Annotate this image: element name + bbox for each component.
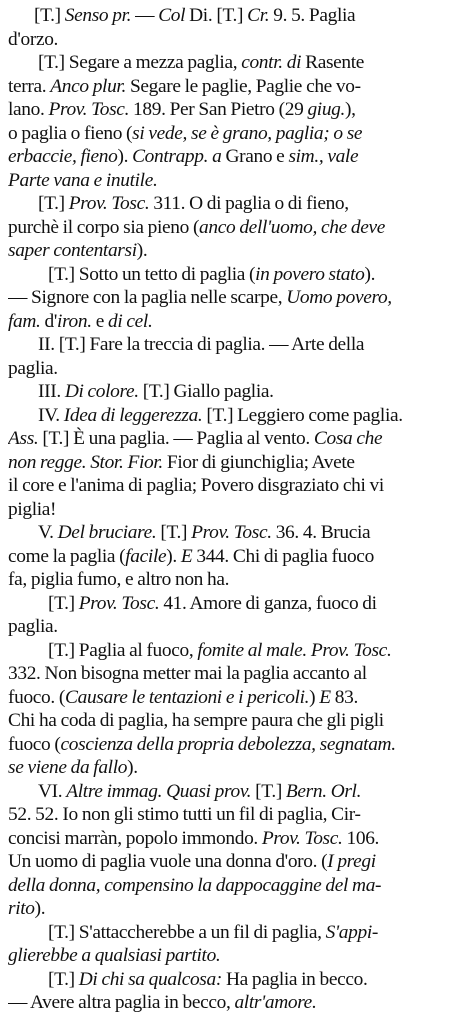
text-segment: Cr. bbox=[247, 5, 270, 26]
text-segment: Del bruciare. bbox=[57, 522, 157, 543]
text-segment: ) bbox=[309, 686, 320, 708]
text-segment: 189. Per San Pietro (29 bbox=[129, 99, 308, 120]
text-segment: E bbox=[319, 686, 331, 708]
text-line-l26 bbox=[8, 592, 462, 616]
text-segment: in povero stato bbox=[255, 263, 365, 285]
text-segment: Di chi sa qualcosa: bbox=[78, 968, 222, 990]
text-line-l16 bbox=[8, 357, 462, 381]
text-segment: rito bbox=[8, 898, 35, 919]
text-segment: — Avere altra paglia in becco, bbox=[8, 992, 235, 1013]
text-segment: Senso pr. bbox=[64, 5, 132, 26]
text-segment: Uomo povero, bbox=[286, 287, 392, 308]
text-segment: Parte vana e inutile. bbox=[8, 169, 158, 191]
text-segment: d' bbox=[40, 310, 58, 332]
text-line-l02 bbox=[8, 28, 462, 52]
text-segment: contr. di bbox=[241, 52, 302, 73]
text-segment: ). bbox=[117, 146, 133, 167]
text-segment: 106. bbox=[342, 827, 380, 849]
text-segment: 83. bbox=[330, 686, 358, 708]
text-segment: Anco plur. bbox=[50, 75, 126, 97]
text-segment: S'appi- bbox=[325, 921, 378, 943]
text-segment: [T.] Segare a mezza paglia, bbox=[38, 52, 242, 73]
text-segment: terra. bbox=[8, 75, 51, 97]
text-segment: Causare le tentazioni e i pericoli. bbox=[65, 686, 310, 708]
text-segment: [T.] È una paglia. — Paglia al vento. bbox=[38, 428, 314, 449]
text-segment: non regge. Stor. Fior. bbox=[8, 451, 163, 473]
text-segment: Bern. Orl. bbox=[285, 780, 362, 802]
text-segment: V. bbox=[38, 522, 58, 543]
text-segment: Ha paglia in becco. bbox=[221, 968, 368, 990]
text-segment: Prov. Tosc. bbox=[78, 592, 160, 614]
text-segment: 36. 4. Brucia bbox=[271, 522, 371, 543]
text-segment: Col bbox=[158, 5, 186, 26]
text-line-l29 bbox=[8, 662, 462, 686]
text-segment: paglia. bbox=[8, 616, 58, 637]
text-line-l33 bbox=[8, 756, 462, 780]
text-line-l39 bbox=[8, 897, 462, 921]
text-segment: lano. bbox=[8, 99, 49, 120]
text-segment: ). bbox=[127, 757, 138, 778]
text-segment: piglia! bbox=[8, 498, 57, 520]
text-segment: giug. bbox=[307, 99, 346, 120]
text-segment: di cel. bbox=[108, 310, 153, 332]
text-segment: paglia. bbox=[8, 357, 58, 379]
text-line-l35 bbox=[8, 803, 462, 827]
text-segment: ). bbox=[364, 263, 376, 285]
text-line-l28 bbox=[8, 639, 462, 663]
text-line-l12 bbox=[8, 263, 462, 287]
text-line-l41 bbox=[8, 944, 462, 968]
text-segment: glierebbe a qualsiasi partito. bbox=[8, 945, 221, 966]
text-segment: I pregi bbox=[327, 851, 376, 872]
text-segment: 52. 52. Io non gli stimo tutti un fil di paglia, Cir- bbox=[8, 804, 361, 825]
text-line-l10 bbox=[8, 216, 462, 240]
text-line-l37 bbox=[8, 850, 462, 874]
text-segment: [T.] Giallo paglia. bbox=[138, 381, 274, 402]
text-segment: ). bbox=[166, 545, 181, 567]
text-segment: Un uomo di paglia vuole una donna d'oro. ( bbox=[8, 851, 328, 872]
text-line-l23 bbox=[8, 521, 462, 545]
text-segment: 9. 5. Paglia bbox=[269, 5, 356, 26]
text-line-l15 bbox=[8, 333, 462, 357]
text-line-l36 bbox=[8, 827, 462, 851]
text-segment: Prov. Tosc. bbox=[191, 522, 272, 543]
text-segment: [T.] bbox=[48, 968, 79, 990]
text-segment: [T.] bbox=[251, 780, 286, 802]
text-segment: [T.] bbox=[48, 592, 79, 614]
text-line-l09 bbox=[8, 192, 462, 216]
text-segment: Rasente bbox=[301, 52, 365, 73]
text-segment: Idea di leggerezza. bbox=[63, 404, 203, 426]
text-line-l11 bbox=[8, 239, 462, 263]
text-segment: e bbox=[91, 310, 109, 332]
text-segment: Prov. Tosc. bbox=[68, 193, 150, 214]
text-line-l42 bbox=[8, 968, 462, 992]
text-line-l19 bbox=[8, 427, 462, 451]
text-segment: [T.] Leggiero come paglia. bbox=[202, 404, 403, 426]
text-segment: della donna, compensino la dappocaggine del ma- bbox=[8, 874, 382, 896]
text-line-l13 bbox=[8, 286, 462, 310]
text-segment: come la paglia ( bbox=[8, 545, 126, 567]
text-line-l01 bbox=[8, 4, 462, 28]
text-segment: il core e l'anima di paglia; Povero disgraziato chi vi bbox=[8, 475, 384, 496]
text-segment: fam. bbox=[8, 310, 41, 332]
text-segment: [T.] S'attaccherebbe a un fil di paglia, bbox=[48, 921, 326, 943]
text-segment: d'orzo. bbox=[8, 28, 59, 50]
text-line-l25 bbox=[8, 568, 462, 592]
text-segment: purchè il corpo sia pieno ( bbox=[8, 216, 200, 238]
text-segment: E bbox=[180, 545, 193, 567]
text-segment: II. [T.] Fare la treccia di paglia. — Arte della bbox=[38, 334, 365, 355]
text-segment: [T.] bbox=[38, 193, 69, 214]
text-segment: 344. Chi di paglia fuoco bbox=[192, 545, 374, 567]
text-segment: Ass. bbox=[8, 428, 39, 449]
text-segment: fa, piglia fumo, e altro non ha. bbox=[8, 569, 230, 590]
text-segment: Di colore. bbox=[64, 381, 139, 402]
text-segment: III. bbox=[38, 381, 65, 402]
text-segment: — Signore con la paglia nelle scarpe, bbox=[8, 287, 287, 308]
entry-text bbox=[8, 4, 462, 1015]
text-segment: Fior di giunchiglia; Avete bbox=[162, 451, 355, 473]
text-segment: 41. Amore di ganza, fuoco di bbox=[159, 592, 377, 614]
text-line-l03 bbox=[8, 51, 462, 75]
text-segment: [T.] Paglia al fuoco, bbox=[48, 639, 198, 661]
text-segment: erbaccie, fieno bbox=[8, 146, 118, 167]
text-line-l43 bbox=[8, 991, 462, 1015]
text-segment: sim., vale bbox=[288, 146, 359, 167]
text-segment: Contrapp. a bbox=[132, 146, 222, 167]
text-segment: iron. bbox=[57, 310, 92, 332]
text-segment: saper contentarsi bbox=[8, 240, 137, 261]
text-segment: fuoco. ( bbox=[8, 686, 66, 708]
text-line-l34 bbox=[8, 780, 462, 804]
text-line-l24 bbox=[8, 545, 462, 569]
text-line-l05 bbox=[8, 98, 462, 122]
text-segment: Grano e bbox=[221, 146, 289, 167]
text-line-l40 bbox=[8, 921, 462, 945]
text-segment: anco dell'uomo, che deve bbox=[199, 216, 385, 238]
text-segment: Segare le paglie, Paglie che vo- bbox=[125, 75, 361, 97]
text-segment: Chi ha coda di paglia, ha sempre paura che gli pigli bbox=[8, 710, 384, 731]
text-segment: [T.] Sotto un tetto di paglia ( bbox=[48, 263, 256, 285]
text-segment: IV. bbox=[38, 404, 64, 426]
text-line-l08 bbox=[8, 169, 462, 193]
text-segment: — bbox=[131, 5, 159, 26]
text-segment: ). bbox=[34, 898, 46, 919]
text-segment: se viene da fallo bbox=[8, 757, 128, 778]
text-segment: concisi marràn, popolo immondo. bbox=[8, 827, 262, 849]
text-segment: Altre immag. Quasi prov. bbox=[66, 780, 252, 802]
text-line-l07 bbox=[8, 145, 462, 169]
text-segment: 332. Non bisogna metter mai la paglia accanto al bbox=[8, 663, 367, 684]
text-line-l27 bbox=[8, 615, 462, 639]
text-segment: altr'amore. bbox=[234, 992, 317, 1013]
text-line-l18 bbox=[8, 404, 462, 428]
text-segment: VI. bbox=[38, 780, 67, 802]
text-segment: [T.] bbox=[34, 5, 65, 26]
text-line-l06 bbox=[8, 122, 462, 146]
text-line-l20 bbox=[8, 451, 462, 475]
text-segment: ), bbox=[345, 99, 356, 120]
text-line-l22 bbox=[8, 498, 462, 522]
text-segment: facile bbox=[125, 545, 167, 567]
text-segment: [T.] bbox=[156, 522, 192, 543]
text-line-l32 bbox=[8, 733, 462, 757]
text-line-l17 bbox=[8, 380, 462, 404]
text-segment: fuoco ( bbox=[8, 733, 61, 755]
text-segment: 311. O di paglia o di fieno, bbox=[149, 193, 349, 214]
text-line-l21 bbox=[8, 474, 462, 498]
text-line-l30 bbox=[8, 686, 462, 710]
text-segment: Cosa che bbox=[313, 428, 383, 449]
text-line-l38 bbox=[8, 874, 462, 898]
text-segment: fomite al male. Prov. Tosc. bbox=[197, 639, 392, 661]
text-line-l04 bbox=[8, 75, 462, 99]
text-segment: Prov. Tosc. bbox=[48, 99, 130, 120]
text-segment: Di. [T.] bbox=[185, 5, 248, 26]
text-segment: o paglia o fieno ( bbox=[8, 122, 133, 144]
text-segment: Prov. Tosc. bbox=[261, 827, 343, 849]
text-segment: ). bbox=[136, 240, 148, 261]
text-segment: si vede, se è grano, paglia; o se bbox=[132, 122, 363, 144]
text-segment: coscienza della propria debolezza, segnatam. bbox=[60, 733, 396, 755]
text-line-l14 bbox=[8, 310, 462, 334]
text-line-l31 bbox=[8, 709, 462, 733]
